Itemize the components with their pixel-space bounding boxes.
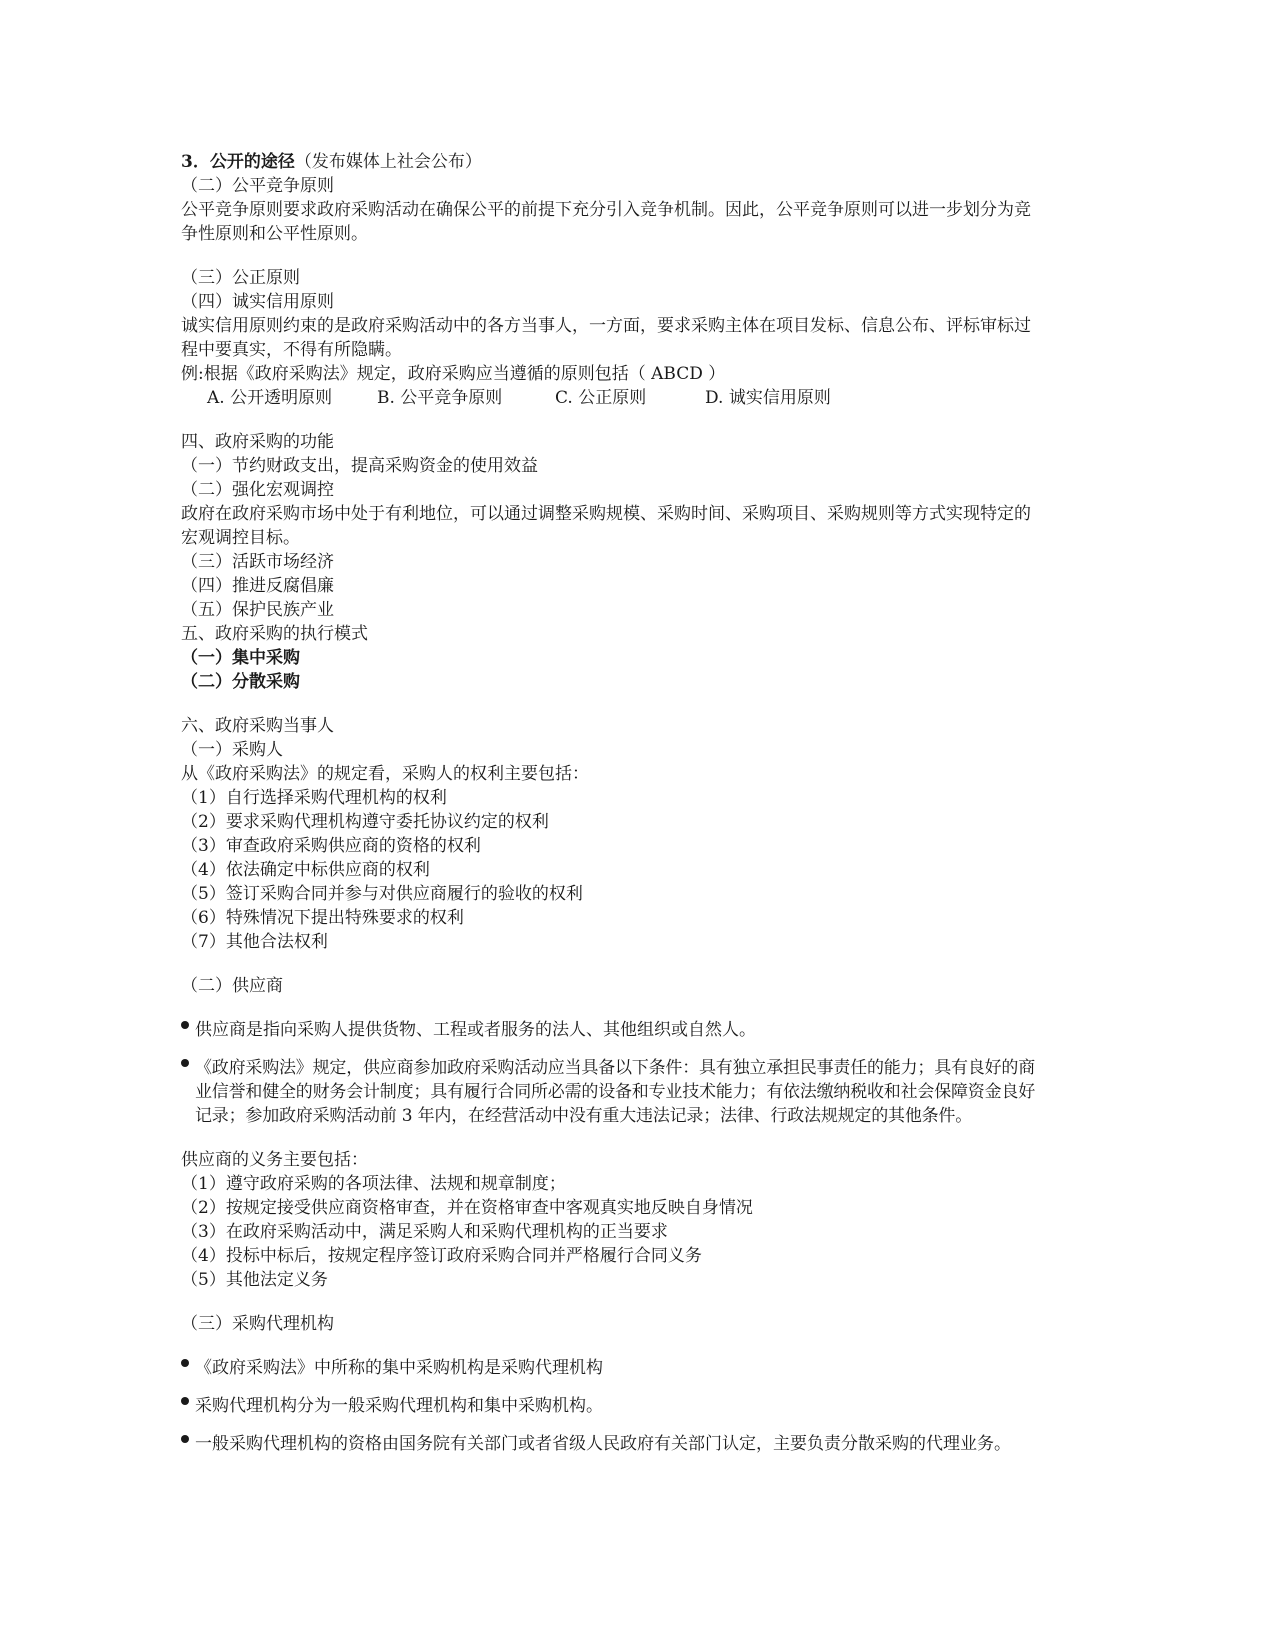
section5-item2: （二）分散采购 xyxy=(181,672,300,692)
section5-item1: （一）集中采购 xyxy=(181,648,300,668)
bullet-icon xyxy=(181,1359,189,1367)
bullet-icon xyxy=(181,1397,189,1405)
section6-supplier-title: （二）供应商 xyxy=(181,976,283,996)
option-d: D. 诚实信用原则 xyxy=(705,388,831,408)
fair-competition-text: 公平竞争原则要求政府采购活动在确保公平的前提下充分引入竞争机制。因此，公平竞争原则可以进一步划分为竞争性原则和公平性原则。 xyxy=(181,200,1031,244)
fair-competition-title: （二）公平竞争原则 xyxy=(181,176,334,196)
heading-number: 3． xyxy=(181,152,210,172)
list-item: （4）依法确定中标供应商的权利 xyxy=(181,860,430,880)
bullet-text: 采购代理机构分为一般采购代理机构和集中采购机构。 xyxy=(195,1396,603,1416)
section4-item5: （五）保护民族产业 xyxy=(181,600,334,620)
list-item: （1）自行选择采购代理机构的权利 xyxy=(181,788,447,808)
section4-item3: （三）活跃市场经济 xyxy=(181,552,334,572)
supplier-bullet-1 xyxy=(181,1018,1043,1042)
document-page xyxy=(181,150,1043,1456)
agency-bullet-1 xyxy=(181,1356,1043,1380)
option-b: B. 公平竞争原则 xyxy=(377,388,503,408)
section4-title: 四、政府采购的功能 xyxy=(181,432,334,452)
list-item: （3）审查政府采购供应商的资格的权利 xyxy=(181,836,481,856)
bullet-icon xyxy=(181,1059,189,1067)
agency-bullet-2 xyxy=(181,1394,1043,1418)
heading-public-channel xyxy=(181,150,1043,174)
section6-title: 六、政府采购当事人 xyxy=(181,716,334,736)
list-item: （4）投标中标后，按规定程序签订政府采购合同并严格履行合同义务 xyxy=(181,1246,702,1266)
section4-item2: （二）强化宏观调控 xyxy=(181,480,334,500)
section5-title: 五、政府采购的执行模式 xyxy=(181,624,368,644)
agency-bullet-3 xyxy=(181,1432,1043,1456)
list-item: （3）在政府采购活动中，满足采购人和采购代理机构的正当要求 xyxy=(181,1222,668,1242)
list-item: （5）签订采购合同并参与对供应商履行的验收的权利 xyxy=(181,884,583,904)
bullet-icon xyxy=(181,1021,189,1029)
example-question: 例:根据《政府采购法》规定，政府采购应当遵循的原则包括（ ABCD ） xyxy=(181,364,726,384)
section4-item1: （一）节约财政支出，提高采购资金的使用效益 xyxy=(181,456,538,476)
list-item: （7）其他合法权利 xyxy=(181,932,328,952)
heading-bold-text: 公开的途径 xyxy=(209,152,295,172)
supplier-bullet-2 xyxy=(181,1056,1043,1128)
supplier-duties-intro: 供应商的义务主要包括： xyxy=(181,1150,368,1170)
example-options xyxy=(181,386,1043,410)
honesty-text: 诚实信用原则约束的是政府采购活动中的各方当事人，一方面，要求采购主体在项目发标、信息公布、评标审标过程中要真实，不得有所隐瞒。 xyxy=(181,316,1031,360)
section6-agency-title: （三）采购代理机构 xyxy=(181,1314,334,1334)
bullet-text: 一般采购代理机构的资格由国务院有关部门或者省级人民政府有关部门认定，主要负责分散采购的代理业务。 xyxy=(195,1434,1011,1454)
purchaser-rights-intro: 从《政府采购法》的规定看，采购人的权利主要包括： xyxy=(181,764,589,784)
section6-purchaser-title: （一）采购人 xyxy=(181,740,283,760)
bullet-text: 供应商是指向采购人提供货物、工程或者服务的法人、其他组织或自然人。 xyxy=(195,1020,756,1040)
heading-note: （发布媒体上社会公布） xyxy=(294,152,482,172)
list-item: （2）按规定接受供应商资格审查，并在资格审查中客观真实地反映自身情况 xyxy=(181,1198,753,1218)
list-item: （2）要求采购代理机构遵守委托协议约定的权利 xyxy=(181,812,549,832)
bullet-text: 《政府采购法》中所称的集中采购机构是采购代理机构 xyxy=(195,1358,603,1378)
justice-title: （三）公正原则 xyxy=(181,268,300,288)
list-item: （5）其他法定义务 xyxy=(181,1270,328,1290)
bullet-text: 《政府采购法》规定，供应商参加政府采购活动应当具备以下条件：具有独立承担民事责任的能力；具有良好的商业信誉和健全的财务会计制度；具有履行合同所必需的设备和专业技术能力；有依法缴纳税收和社会保障资金良好记录；参加政府采购活动前 3 年内，在经营活动中没有重大违法记录；法律、行政法规规定的其他条件。 xyxy=(195,1058,1035,1126)
bullet-icon xyxy=(181,1435,189,1443)
honesty-title: （四）诚实信用原则 xyxy=(181,292,334,312)
section4-item4: （四）推进反腐倡廉 xyxy=(181,576,334,596)
option-a: A. 公开透明原则 xyxy=(207,388,333,408)
option-c: C. 公正原则 xyxy=(555,388,647,408)
section4-item2-text: 政府在政府采购市场中处于有利地位，可以通过调整采购规模、采购时间、采购项目、采购规则等方式实现特定的宏观调控目标。 xyxy=(181,504,1031,548)
list-item: （6）特殊情况下提出特殊要求的权利 xyxy=(181,908,464,928)
list-item: （1）遵守政府采购的各项法律、法规和规章制度； xyxy=(181,1174,566,1194)
